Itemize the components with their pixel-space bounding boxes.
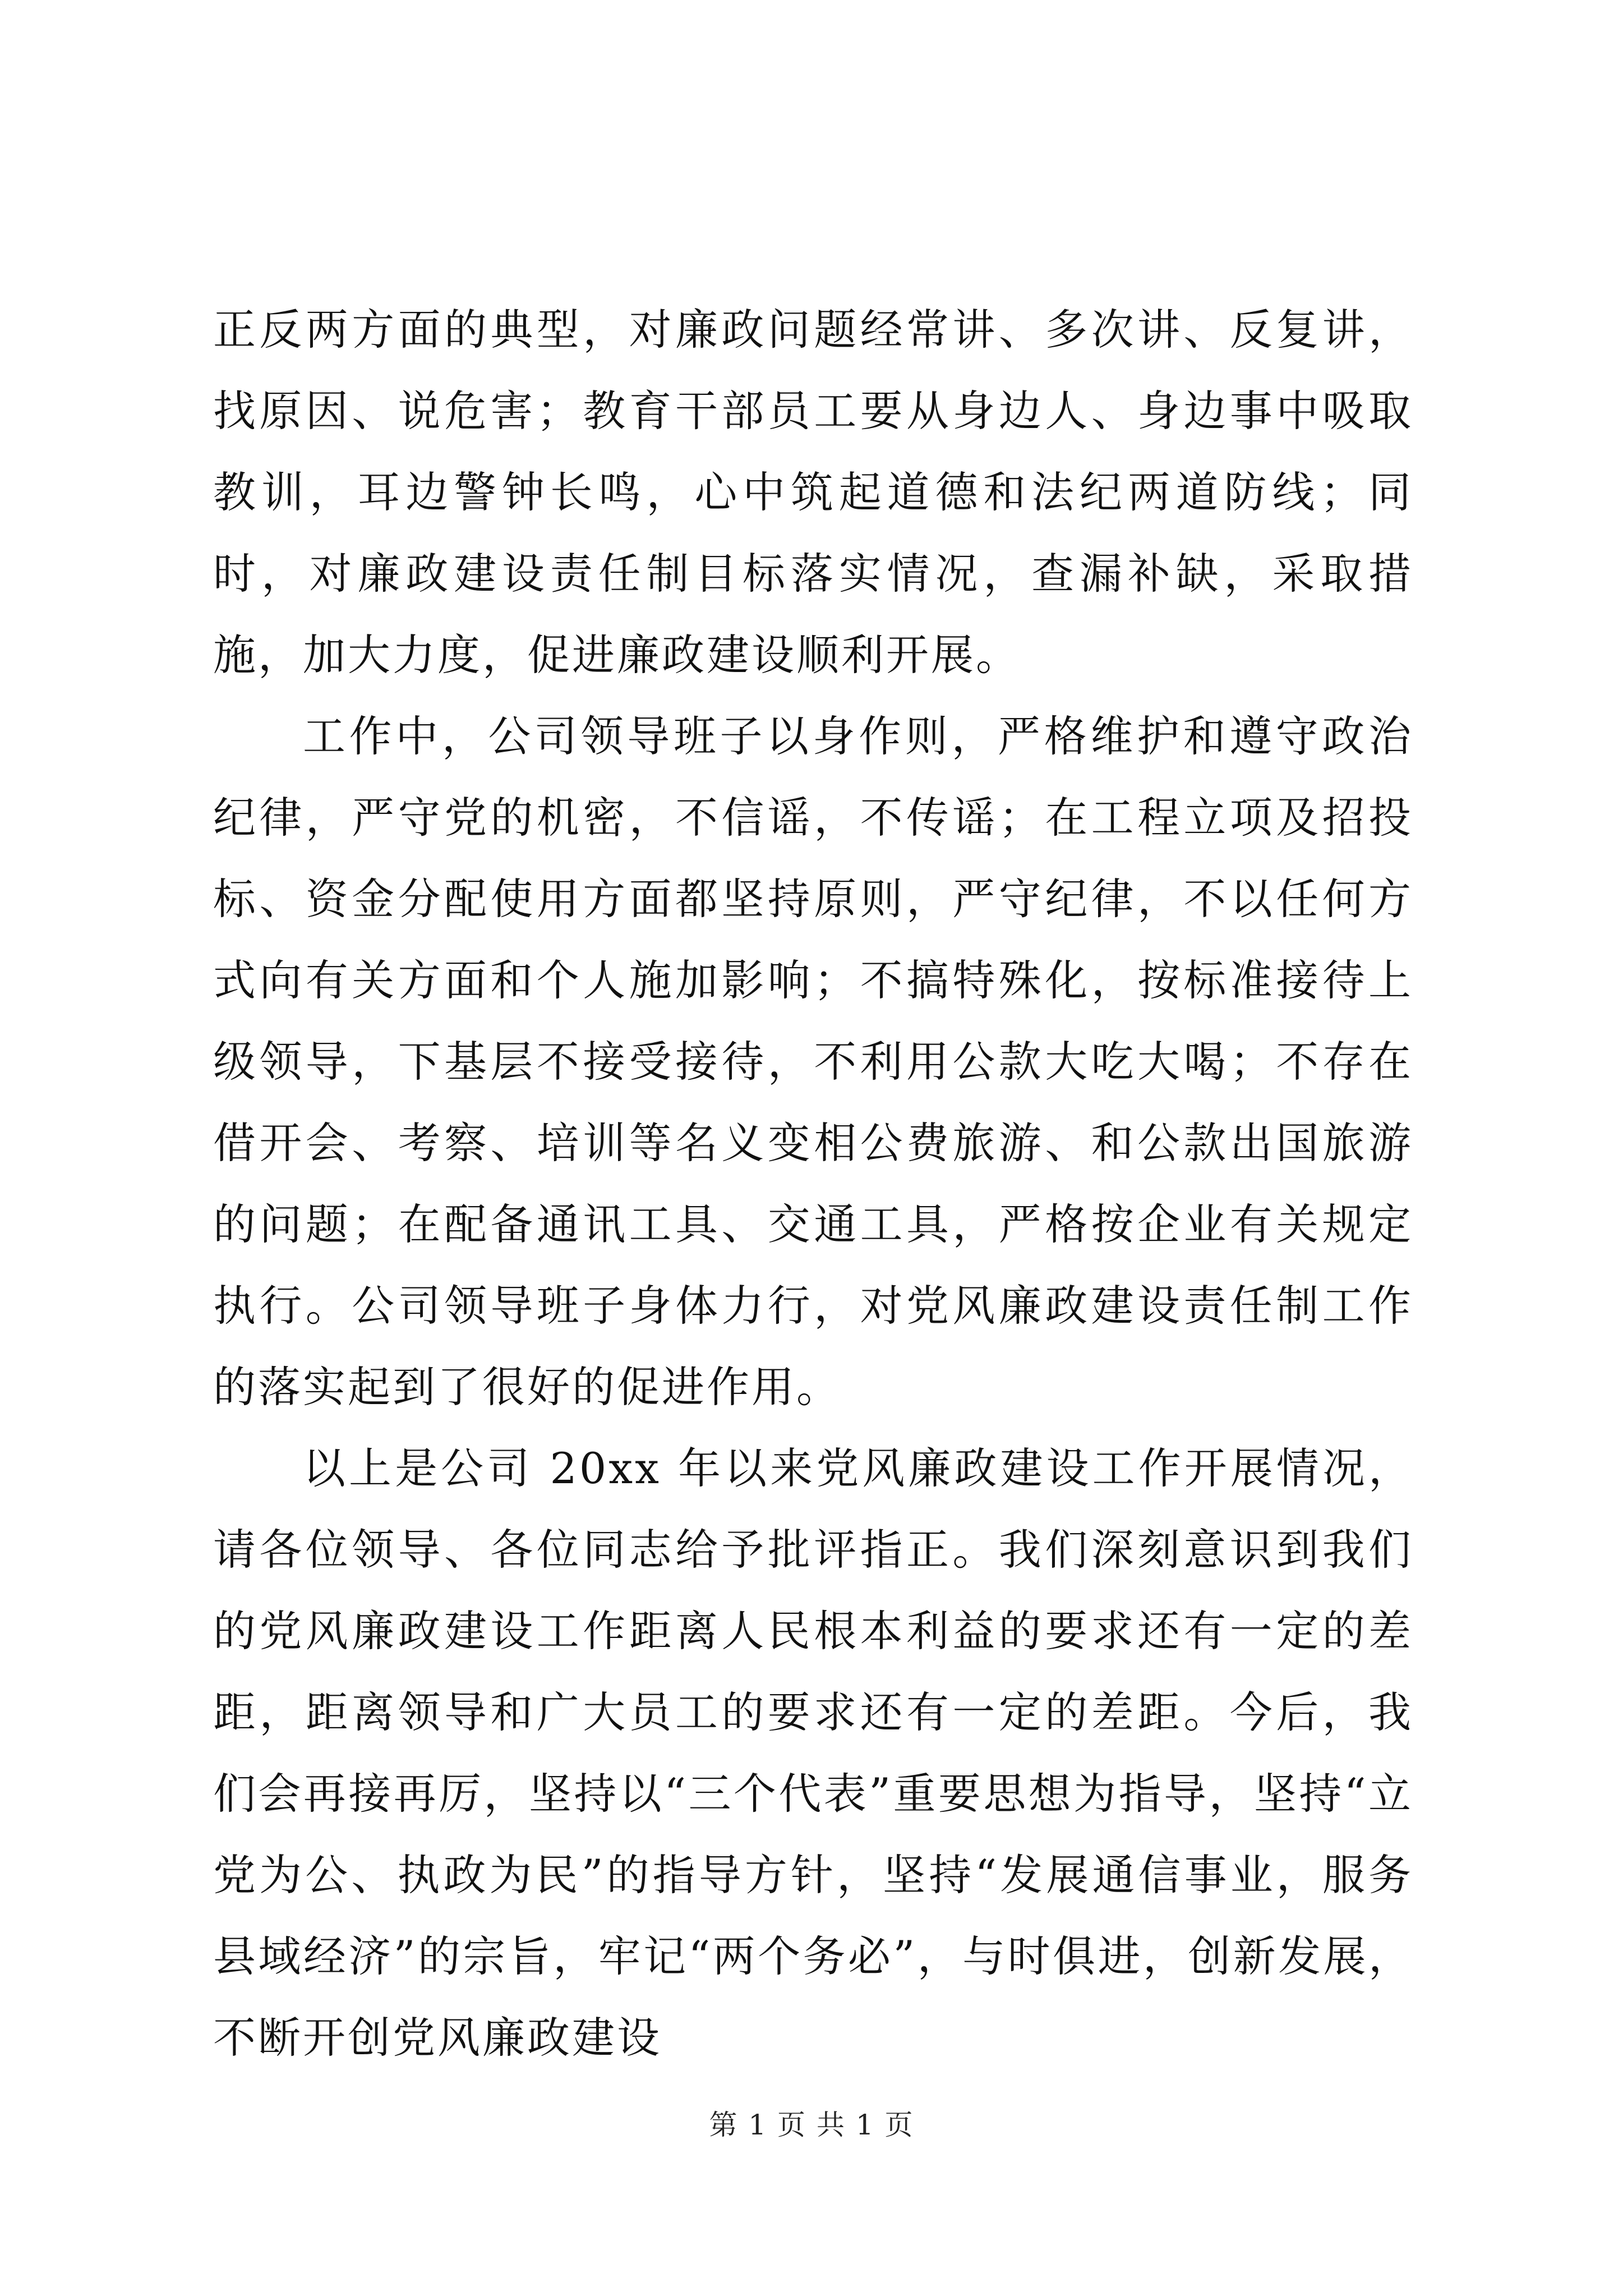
paragraph-2: 工作中，公司领导班子以身作则，严格维护和遵守政治纪律，严守党的机密，不信谣，不传谣；在工程立项及招投标、资金分配使用方面都坚持原则，严守纪律，不以任何方式向有关方面和个人施加影响；不搞特殊化，按标准接待上级领导，下基层不接受接待，不利用公款大吃大喝；不存在借开会、考察、培训等名义变相公费旅游、和公款出国旅游的问题；在配备通讯工具、交通工具，严格按企业有关规定执行。公司领导班子身体力行，对党风廉政建设责任制工作的落实起到了很好的促进作用。: [213, 711, 1413, 1412]
page-footer: 第 1 页 共 1 页: [709, 2109, 914, 2141]
paragraph-1: 正反两方面的典型，对廉政问题经常讲、多次讲、反复讲，找原因、说危害；教育干部员工要从身边人、身边事中吸取教训，耳边警钟长鸣，心中筑起道德和法纪两道防线；同时，对廉政建设责任制目标落实情况，查漏补缺，采取措施，加大力度，促进廉政建设顺利开展。: [213, 305, 1413, 680]
document-body: [213, 289, 1413, 2078]
paragraph-3: 以上是公司 20xx 年以来党风廉政建设工作开展情况，请各位领导、各位同志给予批评指正。我们深刻意识到我们的党风廉政建设工作距离人民根本利益的要求还有一定的差距，距离领导和广大员工的要求还有一定的差距。今后，我们会再接再厉，坚持以“三个代表”重要思想为指导，坚持“立党为公、执政为民”的指导方针，坚持“发展通信事业，服务县域经济”的宗旨，牢记“两个务必”，与时俱进，创新发展，不断开创党风廉政建设: [213, 1443, 1413, 2063]
